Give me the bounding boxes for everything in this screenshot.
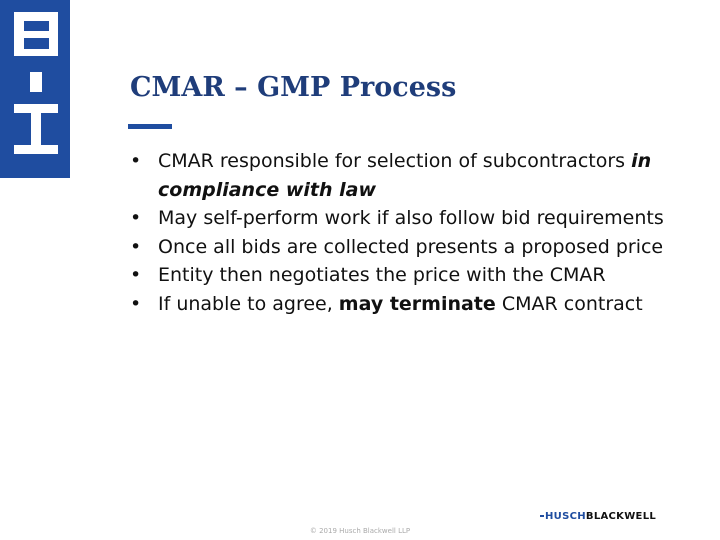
bullet-text: CMAR responsible for selection of subcontractors — [158, 150, 632, 172]
brand-dash-icon — [540, 515, 544, 517]
hb-logo-icon — [0, 0, 70, 178]
copyright-footer: © 2019 Husch Blackwell LLP — [309, 527, 411, 535]
bullet-emphasis: may terminate — [338, 292, 496, 315]
bullet-item — [130, 290, 690, 319]
logo-block — [0, 0, 70, 178]
bullet-text-tail: CMAR contract — [495, 292, 643, 315]
bullet-text: If unable to agree, — [158, 292, 339, 315]
brand-wordmark — [540, 511, 656, 522]
bullet-item — [130, 261, 690, 290]
bullet-dot: • — [130, 207, 142, 229]
brand-husch: HUSCH — [545, 511, 586, 522]
brand-blackwell: BLACKWELL — [585, 511, 657, 522]
bullet-item — [130, 204, 690, 233]
bullet-text: May self-perform work if also follow bid requirements — [158, 207, 664, 229]
bullet-dot: • — [130, 292, 142, 315]
bullet-text: Once all bids are collected presents a proposed price — [158, 235, 664, 258]
bullet-item — [130, 147, 690, 204]
slide-title: CMAR – GMP Process — [130, 72, 457, 103]
bullet-dot: • — [130, 150, 142, 172]
bullet-dot: • — [130, 264, 142, 286]
bullet-list — [130, 147, 690, 318]
bullet-emphasis: in compliance with law — [158, 150, 652, 201]
title-underline — [128, 124, 172, 129]
bullet-text: Entity then negotiates the price with the CMAR — [158, 264, 606, 286]
bullet-dot: • — [130, 235, 142, 258]
bullet-item — [130, 233, 690, 262]
